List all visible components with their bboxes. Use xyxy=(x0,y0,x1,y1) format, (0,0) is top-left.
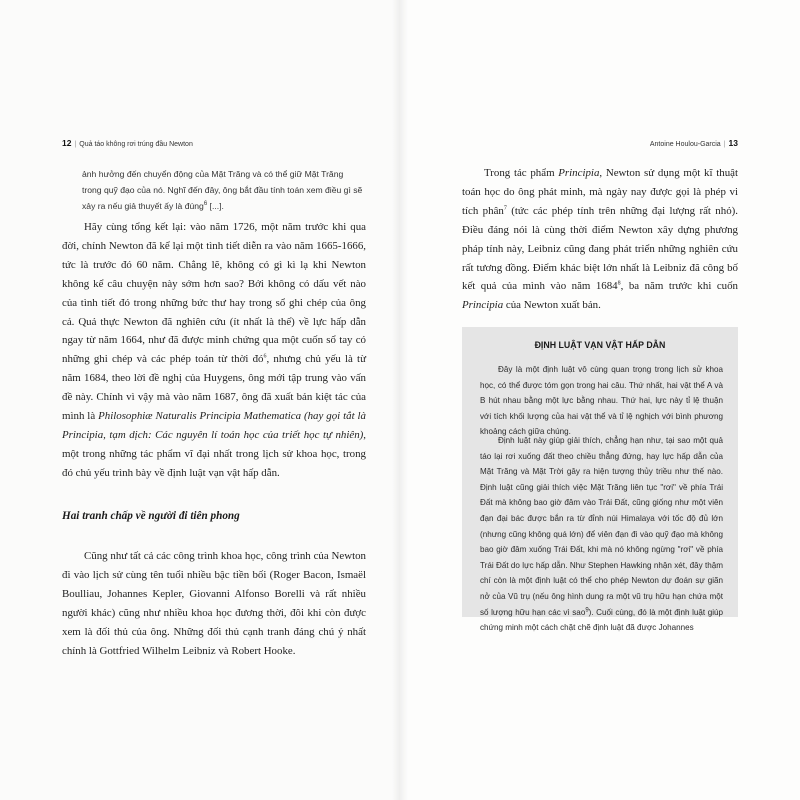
box-title: ĐỊNH LUẬT VẠN VẬT HẤP DẪN xyxy=(534,340,666,350)
left-p1-part2: , nhưng chủ yếu là từ năm 1684, theo lời đề nghị của Huygens, ông mới tập trung vào vấn đề này. Chính vì vậy mà vào năm 1687, ông đã xuất bản kiệt tác của mình là xyxy=(62,353,366,423)
box-paragraph-2 xyxy=(480,433,723,636)
right-paragraph-1 xyxy=(462,164,738,315)
right-p1-part3: (tức các phép tính trên những đại lượng rất nhỏ). Điều đáng nói là cùng thời điểm Newton xây dựng phương pháp tính này, Leibniz cũng đang phát triển những nghiên cứu rất tương đồng. Điểm khác biệt lớn nhất là Leibniz đã công bố kết quả của mình vào năm 1684 xyxy=(462,204,738,293)
quote-text: ảnh hưởng đến chuyển động của Mặt Trăng và có thể giữ Mặt Trăng trong quỹ đạo của nó. Nghĩ đến đây, ông bắt đầu tính toán xem điều gì sẽ xảy ra nếu giả thuyết ấy là đúng xyxy=(82,169,363,212)
right-page-number: 13 xyxy=(728,138,738,148)
quote-ending: [...]. xyxy=(207,201,224,212)
author-name: Antoine Houlou-Garcia xyxy=(649,141,721,148)
left-p1-part1: Hãy cùng tổng kết lại: vào năm 1726, một năm trước khi qua đời, chính Newton đã kể lại một tình tiết diễn ra vào năm 1665-1666, tức là trước đó 60 năm. Chẳng lẽ, không có gì kì lạ khi Newton không kể câu chuyện này sớm hơn sao? Bởi không có dấu vết nào của tình tiết đó trong những bức thư hay trong sổ ghi chép của ông cả. Quả thực Newton đã nghiên cứu (ít nhất là thế) về lực hấp dẫn ngay từ năm 1664, như đã được minh chứng qua một cuốn sổ tay có những ghi chép và các phép toán từ thời đó xyxy=(62,221,366,366)
left-paragraph-2 xyxy=(62,547,366,660)
block-quote xyxy=(82,166,365,215)
book-title: Quả táo không rơi trúng đầu Newton xyxy=(79,141,193,148)
left-page-number: 12 xyxy=(62,138,72,148)
right-p1-italic-2: Principia xyxy=(462,299,504,312)
left-p1-part3: , một trong những tác phẩm vĩ đại nhất trong lịch sử khoa học, trong đó chủ yếu trình bày về định luật vạn vật hấp dẫn. xyxy=(62,428,366,479)
footnote-marker: 6 xyxy=(263,353,267,360)
box-p1-text: Đây là một định luật vô cùng quan trọng trong lịch sử khoa học, có thể được tóm gọn trong hai câu. Thứ nhất, hai vật thể A và B hút nhau bằng một lực bằng nhau. Thứ hai, lực này tỉ lệ thuận với tích khối lượng của hai vật thể và tỉ lệ nghịch với bình phương khoảng cách giữa chúng. xyxy=(480,365,723,437)
right-running-head xyxy=(650,138,738,148)
footnote-marker: 8 xyxy=(617,280,621,287)
right-p1-part4: , ba năm trước khi cuốn xyxy=(620,280,738,293)
left-head-separator: | xyxy=(74,141,77,148)
right-head-separator: | xyxy=(723,141,726,148)
left-p1-italic-title: Philosophiæ Naturalis Principia Mathematica (hay gọi tắt là Principia, tạm dịch: Các nguyên lí toán học của triết học tự nhiên) xyxy=(62,410,366,441)
right-p1-part5: của Newton xuất bản. xyxy=(503,299,601,312)
right-p1-part2: , Newton sử dụng một kĩ thuật toán học do ông phát minh, mà ngày nay được gọi là phép vi tích phân xyxy=(462,167,738,217)
left-running-head xyxy=(62,138,193,148)
footnote-marker: 7 xyxy=(503,205,507,212)
box-p2-part2: ). Cuối cùng, đó là một định luật giúp chứng minh một cách chặt chẽ định luật đã được Johannes xyxy=(480,607,724,633)
right-p1-part1: Trong tác phẩm xyxy=(484,167,559,179)
section-heading: Hai tranh chấp về người đi tiên phong xyxy=(62,510,240,522)
left-p2-text: Cũng như tất cả các công trình khoa học, công trình của Newton đi vào lịch sử cùng tên tuổi nhiều bậc tiền bối (Roger Bacon, Ismaël Boulliau, Johannes Kepler, Giovanni Alfonso Borelli và rất nhiều người khác) cũng như nhiều khoa học đương thời, đôi khi còn được xem là đối thủ của ông. Những đối thủ cạnh tranh đáng chú ý nhất chính là Gottfried Wilhelm Leibniz và Robert Hooke. xyxy=(62,550,366,657)
box-p2-part1: Định luật này giúp giải thích, chẳng hạn như, tại sao một quả táo lại rơi xuống đất theo chiều thẳng đứng, hay lực hấp dẫn của Mặt Trăng và Mặt Trời gây ra hiện tượng thủy triều như thế nào. Định luật cũng giải thích việc Mặt Trăng liên tục "rơi" về phía Trái Đất mà không bao giờ đâm vào Trái Đất, cũng giống như một viên đạn đại bác được bắn ra từ đỉnh núi Himalaya với tốc độ đủ lớn (nhưng cũng không quá lớn) để viên đạn đi vào quỹ đạo mà không bao giờ đâm xuống Trái Đất, khi mà nó không ngừng "rơi" về phía Trái Đất do lực hấp dẫn. Như Stephen Hawking nhận xét, đây thậm chí còn là một định luật có thể cho phép Newton dự đoán sự giãn nở của Vũ trụ (nếu ông hình dung ra một vũ trụ hữu hạn chứa một số lượng hữu hạn các vì sao xyxy=(480,436,723,617)
sidebar-box xyxy=(462,327,738,633)
book-gutter xyxy=(392,0,408,800)
left-paragraph-1 xyxy=(62,218,366,483)
right-p1-italic-1: Principia xyxy=(558,167,600,179)
footnote-marker: 9 xyxy=(585,606,589,613)
footnote-marker: 6 xyxy=(203,201,208,208)
box-paragraph-1 xyxy=(480,362,723,440)
